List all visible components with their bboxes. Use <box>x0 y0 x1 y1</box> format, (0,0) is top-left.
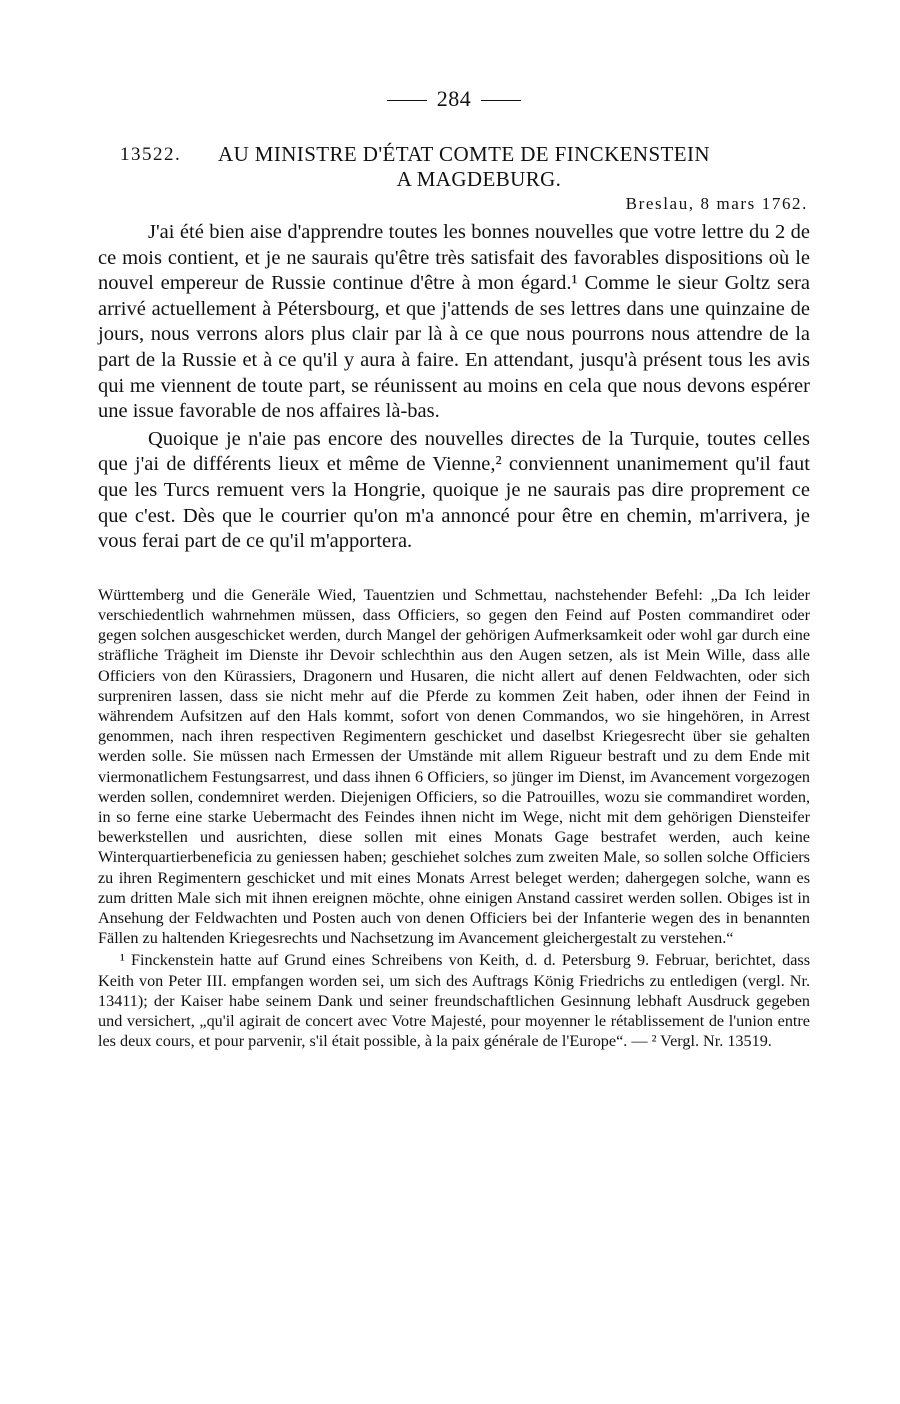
page-number-dash-left <box>387 100 427 101</box>
footnote-text: ¹ Finckenstein hatte auf Grund eines Schreibens von Keith, d. d. Petersburg 9. Februar, berichtet, dass Keith von Peter III. empfangen worden sei, um sich des Auftrags König Friedrichs zu entledigen (vergl. Nr. 13411); der Kaiser habe seinem Dank und seiner freundschaftlichen Gesinnung lebhaft Ausdruck gegeben und versichert, „qu'il agirait de concert avec Votre Majesté, pour moyenner le rétablissement de l'union entre les deux cours, et pour parvenir, s'il était possible, à la paix générale de l'Europe“. — ² Vergl. Nr. 13519. <box>98 951 810 1051</box>
letter-dateline: Breslau, 8 mars 1762. <box>625 194 808 213</box>
letter-body <box>98 220 810 555</box>
page-number-line <box>98 86 810 116</box>
letter-number: 13522. <box>120 144 182 165</box>
continued-note-text: Württemberg und die Generäle Wied, Tauentzien und Schmettau, nachstehender Befehl: „Da Ich leider verschiedentlich wahrnehmen müssen, dass Officiers, so gegen den Feind auf Posten commandiret oder gegen solchen ausgeschicket werden, durch Mangel der gehörigen Aufmerksamkeit oder wohl gar durch eine sträfliche Trägheit im Dienste ihr Devoir schlechthin aus den Augen setzen, als ist Mein Wille, dass alle Officiers von den Kürassiers, Dragonern und Husaren, die nicht allert auf denen Feldwachten, oder sich surpreniren lassen, dass sie nicht mehr auf die Pferde zu kommen Zeit haben, oder ihnen der Feind in währendem Aufsitzen auf den Hals kommt, sofort von denen Commandos, wo sie hingehören, in Arrest genommen, nach ihren respectiven Regimentern geschicket und daselbst Kriegesrecht über sie gehalten werden solle. Sie müssen nach Ermessen der Umstände mit allem Rigueur bestraft und zu dem Ende mit viermonatlichem Festungsarrest, und dass ihnen 6 Officiers, so jünger im Dienst, im Avancement vorgezogen werden sollen, condemniret werden. Diejenigen Officiers, so die Patrouilles, wozu sie commandiret worden, in so ferne eine starke Uebermacht des Feindes ihnen nicht im Wege, nicht mit dem gehörigen Diensteifer bewerkstellen und ausrichten, diese sollen mit eines Monats Gage bestrafet werden, auch keine Winterquartierbeneficia zu geniessen haben; geschiehet solches zum zweiten Male, so sollen solche Officiers zu ihren Regimentern geschicket und mit eines Monats Arrest beleget werden; dahergegen solche, wann es zum dritten Male sich mit ihnen ereignen möchte, ohne einigen Anstand cassiret werden sollen. Obiges ist in Ansehung der Feldwachten und Posten auch von denen Officiers bei der Infanterie wegen des in benannten Fällen zu haltenden Kriegesrechts und Nachsetzung im Avancement gleichergestalt zu verstehen.“ <box>98 585 810 948</box>
continued-note <box>98 585 810 949</box>
footnotes <box>98 950 810 1051</box>
letter-heading <box>98 142 810 192</box>
letter-paragraph-1: J'ai été bien aise d'apprendre toutes les bonnes nouvelles que votre lettre du 2 de ce mois contient, et je ne saurais qu'être très satisfait des favorables dispositions où le nouvel empereur de Russie continue d'être à mon égard.¹ Comme le sieur Goltz sera arrivé actuellement à Pétersbourg, et que j'attends de ses lettres dans une quinzaine de jours, nous verrons alors plus clair par là à ce que nous pourrons nous attendre de la part de la Russie et à ce qu'il y aura à faire. En attendant, jusqu'à présent tous les avis qui me viennent de toute part, se réunissent au moins en cela que nous devons espérer une issue favorable de nos affaires là-bas. <box>98 221 810 423</box>
letter-title-line-2: A MAGDEBURG. <box>396 167 562 191</box>
document-page <box>98 86 810 1051</box>
page-number-dash-right <box>481 100 521 101</box>
letter-title-line-1: AU MINISTRE D'ÉTAT COMTE DE FINCKENSTEIN <box>218 142 710 166</box>
page-number: 284 <box>436 86 472 111</box>
letter-paragraph-2: Quoique je n'aie pas encore des nouvelles directes de la Turquie, toutes celles que j'ai de différents lieux et même de Vienne,² conviennent unanimement qu'il faut que les Turcs remuent vers la Hongrie, quoique je ne saurais pas dire proprement ce que c'est. Dès que le courrier qu'on m'a annoncé pour être en chemin, m'arrivera, je vous ferai part de ce qu'il m'apportera. <box>98 427 810 553</box>
